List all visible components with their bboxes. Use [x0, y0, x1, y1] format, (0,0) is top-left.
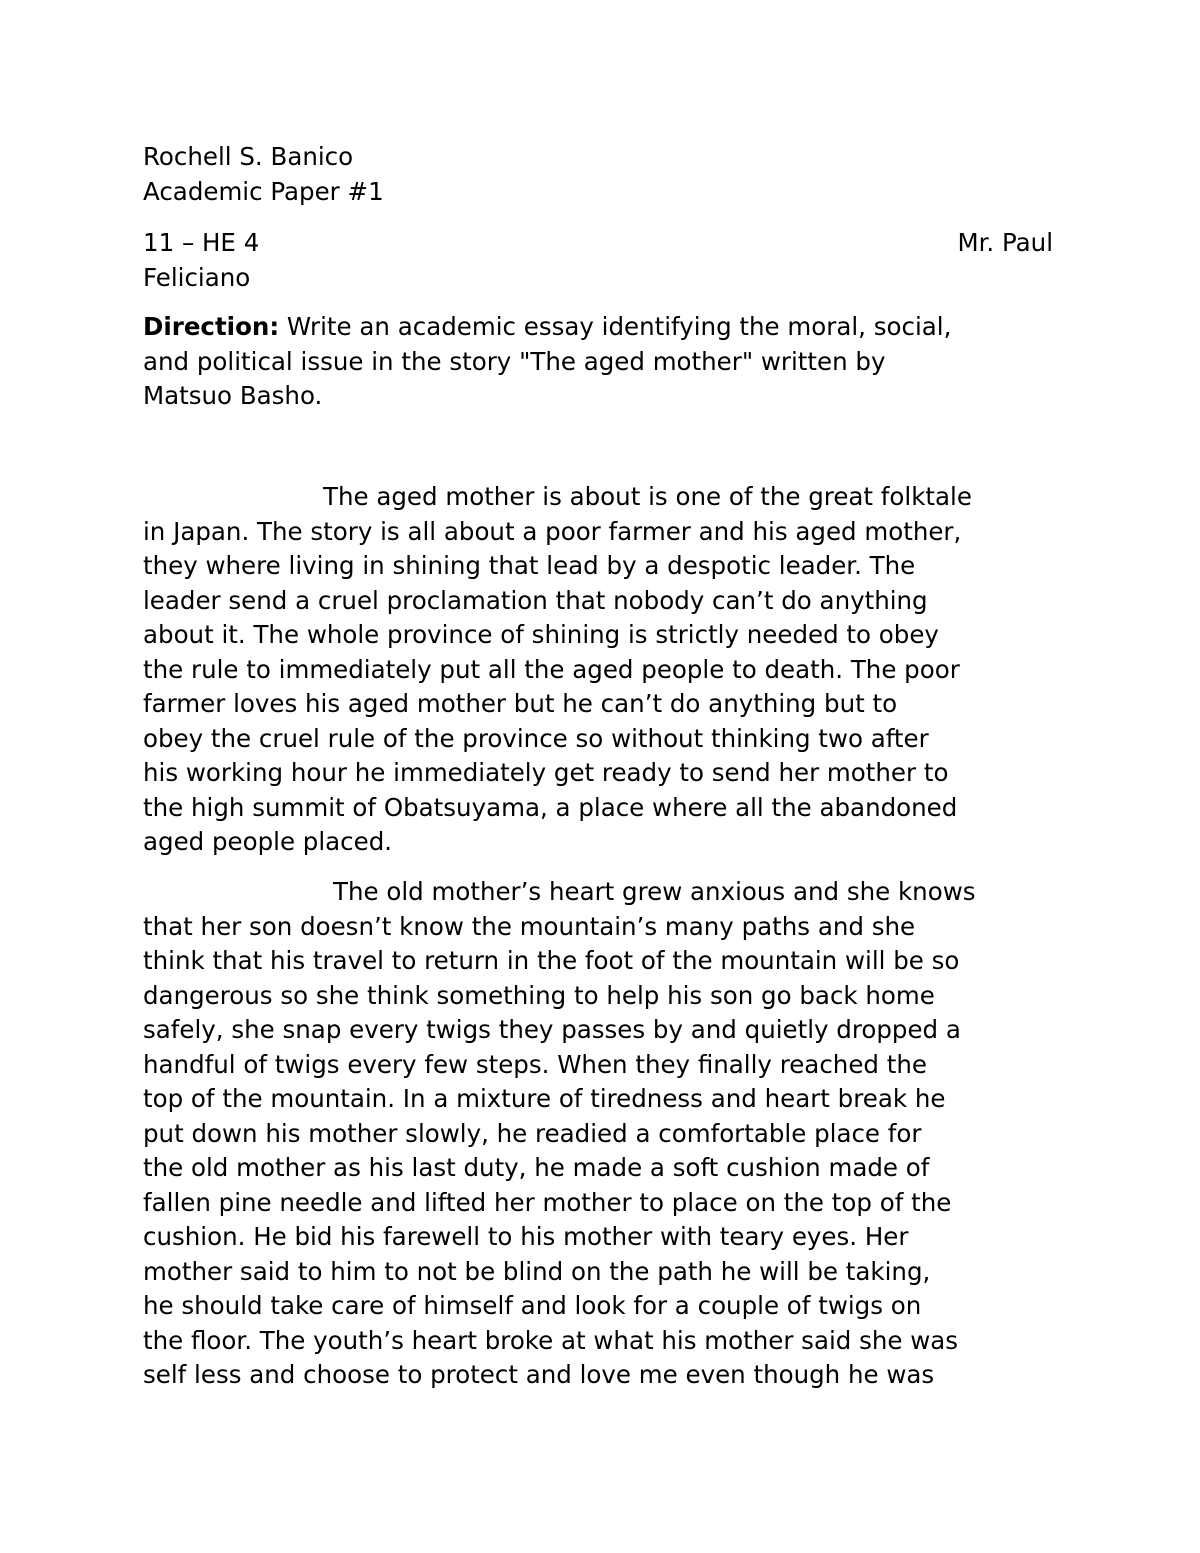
essay-paragraph-1: [143, 480, 1058, 860]
section-teacher-line: [143, 226, 1053, 261]
paragraph-line: they where living in shining that lead by a despotic leader. The: [143, 551, 916, 580]
paragraph-line: in Japan. The story is all about a poor farmer and his aged mother,: [143, 516, 962, 546]
paragraph-line: put down his mother slowly, he readied a comfortable place for: [143, 1118, 922, 1148]
section-label: 11 – HE 4: [143, 228, 260, 257]
direction-line-1: [143, 310, 1058, 345]
paragraph-line: self less and choose to protect and love me even though he was: [143, 1360, 935, 1389]
paragraph-line: top of the mountain. In a mixture of tiredness and heart break he: [143, 1084, 946, 1113]
paragraph-line: fallen pine needle and lifted her mother to place on the top of the: [143, 1187, 952, 1217]
paragraph-line: The old mother’s heart grew anxious and she knows: [333, 877, 976, 906]
paragraph-line: about it. The whole province of shining is strictly needed to obey: [143, 620, 939, 649]
paragraph-line: the old mother as his last duty, he made a soft cushion made of: [143, 1153, 930, 1182]
paragraph-line: The aged mother is about is one of the great folktale: [323, 482, 972, 511]
header-block: [143, 140, 1058, 209]
paragraph-line: he should take care of himself and look for a couple of twigs on: [143, 1291, 922, 1320]
author-name: Rochell S. Banico: [143, 142, 354, 171]
teacher-first-name: Mr. Paul: [957, 228, 1053, 257]
paragraph-line: the high summit of Obatsuyama, a place where all the abandoned: [143, 792, 958, 822]
essay-paragraph-2: [143, 875, 1058, 1393]
paragraph-line: the rule to immediately put all the aged people to death. The poor: [143, 654, 960, 684]
paragraph-line: his working hour he immediately get ready to send her mother to: [143, 758, 949, 787]
paragraph-line: safely, she snap every twigs they passes by and quietly dropped a: [143, 1015, 961, 1044]
direction-line-2: and political issue in the story "The aged mother" written by: [143, 346, 886, 376]
direction-line-3: Matsuo Basho.: [143, 381, 323, 410]
paragraph-line: think that his travel to return in the foot of the mountain will be so: [143, 946, 960, 975]
paragraph-line: farmer loves his aged mother but he can’t do anything but to: [143, 689, 898, 718]
paragraph-line: the floor. The youth’s heart broke at what his mother said she was: [143, 1325, 959, 1355]
paragraph-line: aged people placed.: [143, 827, 393, 856]
paragraph-line: mother said to him to not be blind on the path he will be taking,: [143, 1256, 931, 1286]
paragraph-line: cushion. He bid his farewell to his mother with teary eyes. Her: [143, 1222, 909, 1251]
direction-label: Direction:: [143, 312, 280, 341]
paragraph-line: handful of twigs every few steps. When they finally reached the: [143, 1049, 927, 1079]
direction-block: [143, 310, 1058, 414]
paper-title: Academic Paper #1: [143, 176, 384, 206]
class-info-block: [143, 226, 1058, 295]
teacher-last-name: Feliciano: [143, 262, 251, 292]
paragraph-line: dangerous so she think something to help his son go back home: [143, 980, 935, 1010]
paragraph-line: that her son doesn’t know the mountain’s many paths and she: [143, 911, 916, 941]
paragraph-line: leader send a cruel proclamation that nobody can’t do anything: [143, 585, 928, 615]
paragraph-line: obey the cruel rule of the province so without thinking two after: [143, 723, 929, 753]
direction-text-1: Write an academic essay identifying the moral, social,: [279, 312, 952, 341]
